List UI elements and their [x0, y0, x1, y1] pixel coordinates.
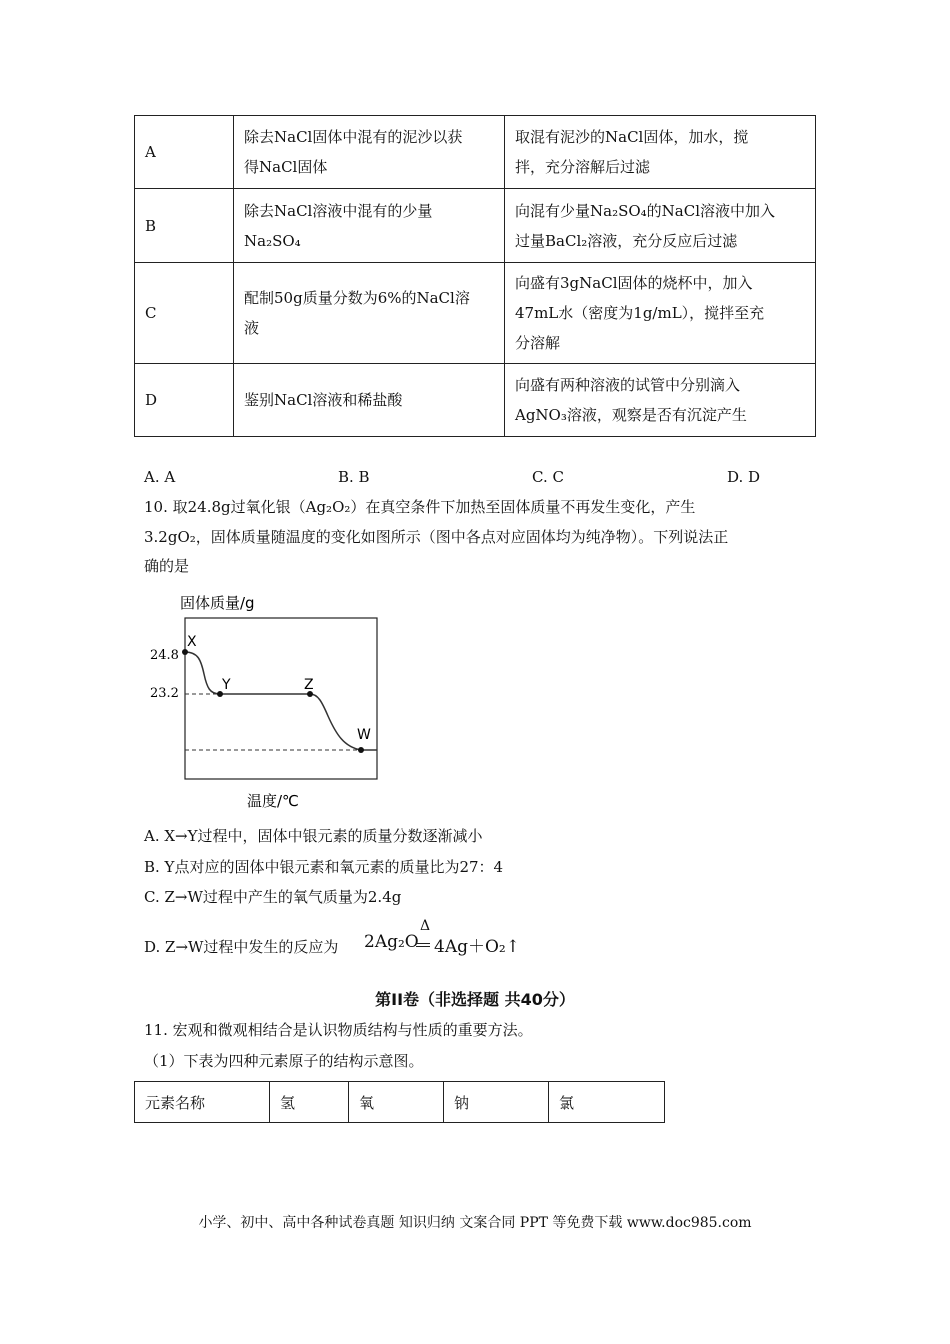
- page-footer: 小学、初中、高中各种试卷真题 知识归纳 文案合同 PPT 等免费下载 www.doc985.com: [198, 1215, 752, 1231]
- x-axis-label: 温度/℃: [247, 792, 299, 810]
- q9-choice-c: C. C: [532, 468, 564, 486]
- point-w: [358, 747, 364, 753]
- q10-stem-line3: 确的是: [144, 557, 190, 575]
- header-cell: 氢: [270, 1082, 349, 1123]
- purpose-cell: 除去NaCl溶液中混有的少量 Na₂SO₄: [234, 189, 505, 263]
- option-letter: B: [135, 189, 234, 263]
- table-row: [135, 263, 816, 364]
- table-row: [135, 1082, 665, 1123]
- y-tick-label: 24.8: [150, 648, 179, 663]
- q10-stem-line1: 10. 取24.8g过氧化银（Ag₂O₂）在真空条件下加热至固体质量不再发生变化，产生: [144, 498, 696, 516]
- q9-choice-d: D. D: [727, 468, 761, 486]
- method-cell: 向混有少量Na₂SO₄的NaCl溶液中加入 过量BaCl₂溶液，充分反应后过滤: [505, 189, 816, 263]
- point-label-w: W: [357, 727, 371, 743]
- table-row: [135, 189, 816, 263]
- q10-choice-c: C. Z→W过程中产生的氧气质量为2.4g: [144, 888, 402, 906]
- y-axis-label: 固体质量/g: [180, 594, 255, 612]
- q9-choice-b: B. B: [338, 468, 370, 486]
- q11-part1: （1）下表为四种元素原子的结构示意图。: [144, 1052, 424, 1070]
- table-row: [135, 364, 816, 437]
- section-title: 第II卷（非选择题 共40分）: [375, 990, 575, 1009]
- equation-reactant: 2Ag₂O: [364, 932, 419, 952]
- mass-curve: [185, 652, 377, 750]
- header-cell: 氯: [549, 1082, 665, 1123]
- q10-stem-line2: 3.2gO₂，固体质量随温度的变化如图所示（图中各点对应固体均为纯净物）。下列说法正: [144, 528, 729, 546]
- q11-stem: 11. 宏观和微观相结合是认识物质结构与性质的重要方法。: [144, 1021, 533, 1039]
- purpose-cell: 除去NaCl固体中混有的泥沙以获 得NaCl固体: [234, 116, 505, 189]
- method-cell: 向盛有3gNaCl固体的烧杯中，加入 47mL水（密度为1g/mL），搅拌至充 分溶解: [505, 263, 816, 364]
- y-tick-label: 23.2: [150, 686, 179, 701]
- header-cell: 氧: [349, 1082, 444, 1123]
- reaction-equation: [364, 918, 534, 958]
- option-letter: D: [135, 364, 234, 437]
- purpose-cell: 鉴别NaCl溶液和稀盐酸: [234, 364, 505, 437]
- heating-condition: Δ: [420, 918, 431, 934]
- element-table: [134, 1081, 665, 1123]
- equals-line-top: [416, 943, 430, 944]
- option-letter: A: [135, 116, 234, 189]
- equals-line-bottom: [416, 946, 430, 947]
- method-cell: 向盛有两种溶液的试管中分别滴入 AgNO₃溶液，观察是否有沉淀产生: [505, 364, 816, 437]
- q9-options-table: [134, 115, 816, 437]
- q10-choice-d: D. Z→W过程中发生的反应为: [144, 938, 339, 956]
- equation-products: 4Ag＋O₂↑: [434, 937, 520, 957]
- header-cell: 元素名称: [135, 1082, 270, 1123]
- plot-frame: [185, 618, 377, 779]
- q9-choice-a: A. A: [144, 468, 176, 486]
- option-letter: C: [135, 263, 234, 364]
- point-label-z: Z: [304, 677, 314, 693]
- point-label-x: X: [187, 634, 197, 650]
- method-cell: 取混有泥沙的NaCl固体，加水，搅 拌，充分溶解后过滤: [505, 116, 816, 189]
- table-row: [135, 116, 816, 189]
- mass-temperature-chart: [140, 588, 390, 813]
- point-label-y: Y: [222, 677, 231, 693]
- header-cell: 钠: [444, 1082, 549, 1123]
- q10-choice-b: B. Y点对应的固体中银元素和氧元素的质量比为27：4: [144, 858, 504, 876]
- purpose-cell: 配制50g质量分数为6%的NaCl溶 液: [234, 263, 505, 364]
- q10-choice-a: A. X→Y过程中，固体中银元素的质量分数逐渐减小: [144, 827, 483, 845]
